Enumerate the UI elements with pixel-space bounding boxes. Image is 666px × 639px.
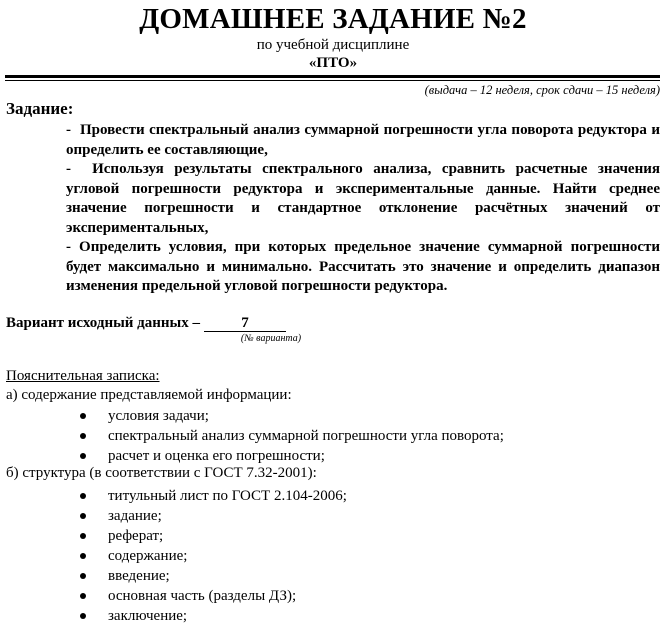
document-subtitle: по учебной дисциплине (256, 37, 410, 53)
document-title: ДОМАШНЕЕ ЗАДАНИЕ №2 (139, 3, 527, 35)
list-item (80, 426, 504, 446)
section-b-title: б) структура (в соответствии с ГОСТ 7.32-2001): (6, 465, 317, 481)
bullet-icon (80, 593, 86, 599)
section-b-list (80, 486, 347, 626)
task-item (66, 121, 660, 160)
deadline-note: (выдача – 12 неделя, срок сдачи – 15 неделя) (424, 83, 660, 97)
list-item (80, 606, 347, 626)
task-item (66, 160, 660, 238)
list-item (80, 526, 347, 546)
bullet-icon (80, 513, 86, 519)
task-list (66, 121, 660, 297)
dash-marker: - (66, 239, 71, 255)
variant-hint: (№ варианта) (240, 333, 302, 344)
explanatory-note-heading: Пояснительная записка: (6, 368, 160, 384)
list-item-text: основная часть (разделы ДЗ); (108, 588, 297, 604)
variant-number: 7 (204, 315, 286, 332)
list-item-text: реферат; (108, 528, 164, 544)
bullet-icon (80, 553, 86, 559)
variant-line (6, 314, 286, 332)
task-item-text: Провести спектральный анализ суммарной погрешности угла поворота редуктора и определить ее составляющие, (66, 122, 661, 158)
list-item (80, 586, 347, 606)
list-item (80, 446, 504, 466)
bullet-icon (80, 533, 86, 539)
bullet-icon (80, 413, 86, 419)
list-item (80, 566, 347, 586)
list-item-text: задание; (108, 508, 162, 524)
dash-marker: - (66, 161, 71, 177)
list-item-text: заключение; (108, 608, 188, 624)
bullet-icon (80, 493, 86, 499)
list-item (80, 506, 347, 526)
task-item-text: Определить условия, при которых предельное значение суммарной погрешности будет максимально и минимально. Рассчитать это значение и определить диапазон изменения предельной угловой погрешности редуктора. (66, 239, 661, 294)
list-item-text: условия задачи; (108, 408, 209, 424)
section-a-list (80, 406, 504, 466)
task-item-text: Используя результаты спектрального анализа, сравнить расчетные значения угловой погрешности редуктора и экспериментальные данные. Найти среднее значение погрешности и стандартное отклонение расчётных значений от экспериментальных, (66, 161, 660, 236)
task-heading: Задание: (6, 99, 74, 118)
list-item (80, 546, 347, 566)
header-divider-thick (5, 75, 660, 78)
dash-marker: - (66, 122, 71, 138)
list-item-text: введение; (108, 568, 170, 584)
task-item (66, 238, 660, 297)
header-divider-thin (5, 80, 660, 81)
list-item-text: спектральный анализ суммарной погрешности угла поворота; (108, 428, 504, 444)
variant-label: Вариант исходный данных – (6, 315, 201, 331)
bullet-icon (80, 573, 86, 579)
list-item (80, 406, 504, 426)
section-a-title: а) содержание представляемой информации: (6, 387, 292, 403)
list-item (80, 486, 347, 506)
bullet-icon (80, 453, 86, 459)
bullet-icon (80, 613, 86, 619)
list-item-text: титульный лист по ГОСТ 2.104-2006; (108, 488, 347, 504)
list-item-text: расчет и оценка его погрешности; (108, 448, 325, 464)
bullet-icon (80, 433, 86, 439)
discipline-name: «ПТО» (308, 55, 358, 71)
list-item-text: содержание; (108, 548, 188, 564)
